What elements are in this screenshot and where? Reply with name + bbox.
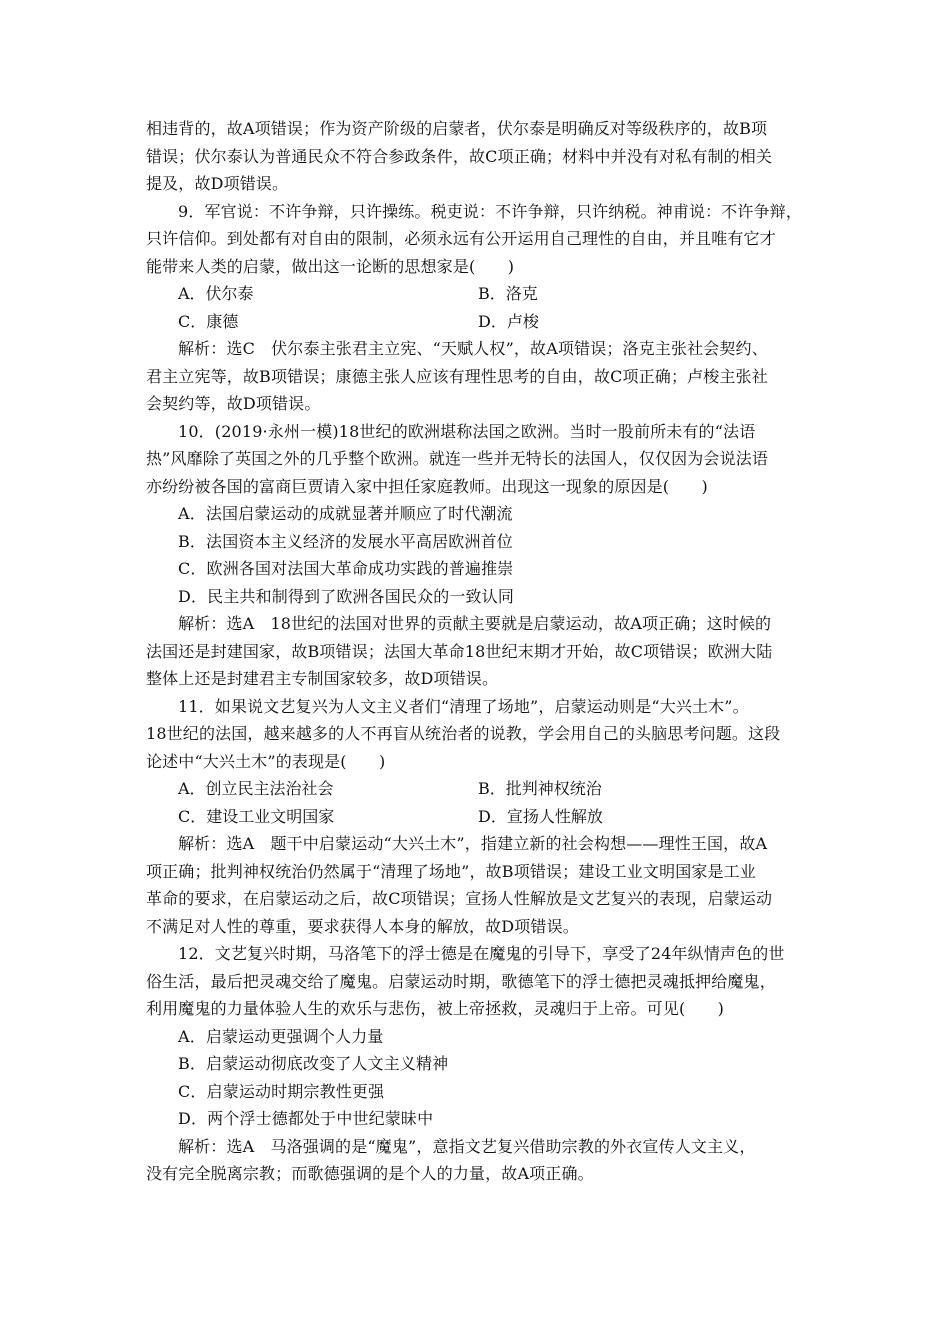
q10-option-c: C．欧洲各国对法国大革命成功实践的普遍推崇 <box>178 559 514 578</box>
q9-analysis-line: 解析：选C 伏尔泰主张君主立宪、“天赋人权”，故A项错误；洛克主张社会契约、 <box>178 339 768 358</box>
q11-option-d: D．宣扬人性解放 <box>478 806 603 826</box>
q12-stem-line: 利用魔鬼的力量体验人生的欢乐与悲伤，被上帝拯救，灵魂归于上帝。可见( ) <box>146 999 725 1018</box>
q9-options-row <box>146 280 810 308</box>
q11-analysis-line: 项正确；批判神权统治仍然属于“清理了场地”，故B项错误；建设工业文明国家是工业 <box>146 861 756 881</box>
q11-option-b: B．批判神权统治 <box>478 779 602 798</box>
q10-option-a: A．法国启蒙运动的成就显著并顺应了时代潮流 <box>178 504 513 523</box>
q10-option-b: B．法国资本主义经济的发展水平高居欧洲首位 <box>178 531 513 551</box>
q9-stem-line: 9．军官说：不许争辩，只许操练。税吏说：不许争辩，只许纳税。神甫说：不许争辩， <box>178 201 803 221</box>
q10-option-d: D．民主共和制得到了欧洲各国民众的一致认同 <box>178 586 514 606</box>
q9-stem-line: 能带来人类的启蒙，做出这一论断的思想家是( ) <box>146 256 515 276</box>
q9-options-row <box>146 308 810 336</box>
continuation-line: 相违背的，故A项错误；作为资产阶级的启蒙者，伏尔泰是明确反对等级秩序的，故B项 <box>146 119 768 138</box>
q11-stem-line: 11．如果说文艺复兴为人文主义者们“清理了场地”，启蒙运动则是“大兴土木”。 <box>178 696 749 716</box>
q9-option-b: B．洛克 <box>478 284 538 303</box>
continuation-line: 错误；伏尔泰认为普通民众不符合参政条件，故C项正确；材料中并没有对私有制的相关 <box>146 146 773 166</box>
q9-analysis-line: 君主立宪等，故B项错误；康德主张人应该有理性思考的自由，故C项正确；卢梭主张社 <box>146 366 768 386</box>
q10-stem-line: 10．(2019·永州一模)18世纪的欧洲堪称法国之欧洲。当时一股前所未有的“法语 <box>178 421 756 441</box>
q12-analysis-line: 解析：选A 马洛强调的是“魔鬼”，意指文艺复兴借助宗教的外衣宣传人文主义， <box>178 1136 756 1156</box>
q11-option-a: A．创立民主法治社会 <box>178 779 334 798</box>
q11-stem-line: 论述中“大兴土木”的表现是( ) <box>146 751 386 771</box>
q12-option-d: D．两个浮士德都处于中世纪蒙昧中 <box>178 1109 434 1128</box>
q11-options-row <box>146 775 810 803</box>
q9-option-c: C．康德 <box>178 311 239 331</box>
document-content <box>146 115 810 1188</box>
q11-analysis-line: 革命的要求，在启蒙运动之后，故C项错误；宣扬人性解放是文艺复兴的表现，启蒙运动 <box>146 889 773 908</box>
continuation-line: 提及，故D项错误。 <box>146 174 289 193</box>
q9-option-a: A．伏尔泰 <box>178 284 254 303</box>
q9-stem-line: 只许信仰。到处都有对自由的限制，必须永远有公开运用自己理性的自由，并且唯有它才 <box>146 229 776 248</box>
q11-analysis-line: 不满足对人性的尊重，要求获得人本身的解放，故D项错误。 <box>146 916 579 936</box>
q10-stem-line: 亦纷纷被各国的富商巨贾请入家中担任家庭教师。出现这一现象的原因是( ) <box>146 476 708 496</box>
q11-option-c: C．建设工业文明国家 <box>178 806 335 826</box>
q11-options-row <box>146 803 810 831</box>
q10-analysis-line: 解析：选A 18世纪的法国对世界的贡献主要就是启蒙运动，故A项正确；这时候的 <box>178 614 772 633</box>
q12-option-b: B．启蒙运动彻底改变了人文主义精神 <box>178 1054 449 1073</box>
q11-stem-line: 18世纪的法国，越来越多的人不再盲从统治者的说教，学会用自己的头脑思考问题。这段 <box>146 724 781 743</box>
q10-stem-line: 热”风靡除了英国之外的几乎整个欧洲。就连一些并无特长的法国人，仅仅因为会说法语 <box>146 449 769 468</box>
q9-option-d: D．卢梭 <box>478 311 539 331</box>
q12-stem-line: 12．文艺复兴时期，马洛笔下的浮士德是在魔鬼的引导下，享受了24年纵情声色的世 <box>178 944 785 963</box>
q10-analysis-line: 整体上还是封建君主专制国家较多，故D项错误。 <box>146 669 499 688</box>
q12-option-a: A．启蒙运动更强调个人力量 <box>178 1026 384 1046</box>
q12-stem-line: 俗生活，最后把灵魂交给了魔鬼。启蒙运动时期，歌德笔下的浮士德把灵魂抵押给魔鬼， <box>146 971 776 991</box>
q11-analysis-line: 解析：选A 题干中启蒙运动“大兴土木”，指建立新的社会构想——理性王国，故A <box>178 834 768 853</box>
q12-option-c: C．启蒙运动时期宗教性更强 <box>178 1081 385 1101</box>
q10-analysis-line: 法国还是封建国家，故B项错误；法国大革命18世纪末期才开始，故C项错误；欧洲大陆 <box>146 641 773 661</box>
q9-analysis-line: 会契约等，故D项错误。 <box>146 394 321 413</box>
q12-analysis-line: 没有完全脱离宗教；而歌德强调的是个人的力量，故A项正确。 <box>146 1164 594 1183</box>
